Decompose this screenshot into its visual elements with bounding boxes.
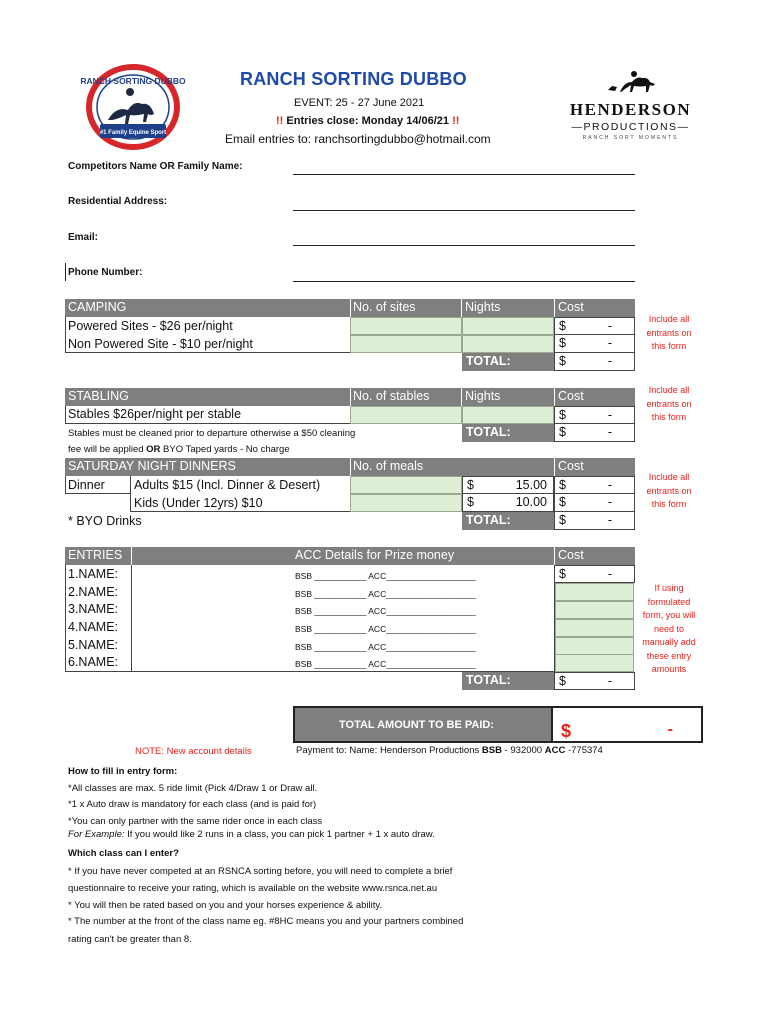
stabling-cost-total: $ - bbox=[554, 424, 635, 442]
entry-name-6: 6.NAME: bbox=[68, 655, 119, 669]
entry-cost-6[interactable] bbox=[555, 654, 634, 672]
dinners-cost-1: $ - bbox=[554, 476, 635, 494]
camping-total-label: TOTAL: bbox=[462, 353, 554, 371]
stabling-cost-1: $ - bbox=[554, 406, 635, 424]
entries-title: ENTRIES bbox=[68, 548, 123, 562]
entries-acc-header: ACC Details for Prize money bbox=[295, 548, 455, 562]
stabling-col-stables: No. of stables bbox=[353, 389, 430, 403]
entries-close-text: Entries close: Monday 14/06/21 bbox=[286, 115, 450, 127]
entry-cost-4[interactable] bbox=[555, 619, 634, 637]
entry-bsb-5[interactable]: BSB ___________ ACC___________________ bbox=[295, 642, 477, 652]
howto-line-1: *All classes are max. 5 ride limit (Pick 4/Draw 1 or Draw all. bbox=[68, 783, 318, 794]
stables-count-input[interactable] bbox=[350, 406, 462, 424]
camping-title: CAMPING bbox=[68, 300, 127, 314]
camping-row-powered: Powered Sites - $26 per/night bbox=[68, 319, 233, 333]
camping-col-cost: Cost bbox=[558, 300, 584, 314]
class-line-2: questionnaire to receive your rating, which is available on the website www.rsnca.net.au bbox=[68, 883, 438, 894]
total-paid-dollar: $ bbox=[561, 721, 572, 741]
stabling-title: STABLING bbox=[68, 389, 129, 403]
nonpowered-sites-input[interactable] bbox=[350, 335, 462, 353]
camping-col-nights: Nights bbox=[465, 300, 501, 314]
entry-cost-2[interactable] bbox=[555, 583, 634, 601]
howto-line-2: *1 x Auto draw is mandatory for each class (and is paid for) bbox=[68, 799, 317, 810]
entry-name-3: 3.NAME: bbox=[68, 602, 119, 616]
dinners-title: SATURDAY NIGHT DINNERS bbox=[68, 459, 236, 473]
camping-col-sites: No. of sites bbox=[353, 300, 416, 314]
camping-cost-1: $ - bbox=[554, 317, 635, 335]
entry-cost-3[interactable] bbox=[555, 601, 634, 619]
dinner-kids: Kids (Under 12yrs) $10 bbox=[134, 496, 263, 510]
entry-bsb-3[interactable]: BSB ___________ ACC___________________ bbox=[295, 606, 477, 616]
label-name: Competitors Name OR Family Name: bbox=[68, 161, 243, 172]
entries-col-cost: Cost bbox=[558, 548, 584, 562]
henderson-tagline: RANCH SORT MOMENTS bbox=[582, 135, 679, 141]
henderson-logo bbox=[558, 66, 703, 144]
class-line-5: rating can't be greater than 8. bbox=[68, 934, 192, 945]
class-line-4: * The number at the front of the class name eg. #8HC means you and your partners combined bbox=[68, 916, 464, 927]
byo-drinks: * BYO Drinks bbox=[68, 514, 142, 528]
camping-cost-2: $ - bbox=[554, 335, 635, 353]
nonpowered-nights-input[interactable] bbox=[462, 335, 554, 353]
new-account-note: NOTE: New account details bbox=[135, 746, 252, 757]
email-field[interactable] bbox=[293, 245, 635, 246]
stabling-col-cost: Cost bbox=[558, 389, 584, 403]
dinner-adults: Adults $15 (Incl. Dinner & Desert) bbox=[134, 478, 321, 492]
stables-nights-input[interactable] bbox=[462, 406, 554, 424]
entry-name-5: 5.NAME: bbox=[68, 638, 119, 652]
payment-details: Payment to: Name: Henderson Productions BSB - 932000 ACC -775374 bbox=[296, 745, 603, 756]
address-field[interactable] bbox=[293, 210, 635, 211]
entry-name-4: 4.NAME: bbox=[68, 620, 119, 634]
kids-meals-input[interactable] bbox=[350, 494, 462, 512]
ranch-sorting-logo bbox=[78, 62, 188, 157]
howto-line-4: For Example: If you would like 2 runs in a class, you can pick 1 partner + 1 x auto draw. bbox=[68, 829, 435, 840]
label-address: Residential Address: bbox=[68, 196, 168, 207]
adults-price: $ 15.00 bbox=[462, 476, 554, 494]
phone-field[interactable] bbox=[293, 281, 635, 282]
dinners-note: Include all entrants on this form bbox=[646, 472, 692, 509]
entry-name-1: 1.NAME: bbox=[68, 567, 119, 581]
label-email: Email: bbox=[68, 232, 99, 243]
henderson-name: HENDERSON bbox=[569, 100, 692, 119]
class-line-3: * You will then be rated based on you and your horses experience & ability. bbox=[68, 900, 383, 911]
entry-bsb-6[interactable]: BSB ___________ ACC___________________ bbox=[295, 659, 477, 669]
camping-cost-total: $ - bbox=[554, 353, 635, 371]
stabling-clean-note: Stables must be cleaned prior to departure otherwise a $50 cleaning bbox=[68, 428, 356, 439]
phone-cursor bbox=[65, 263, 66, 281]
total-paid-value bbox=[553, 706, 703, 743]
class-line-1: * If you have never competed at an RSNCA sorting before, you will need to complete a brief bbox=[68, 866, 453, 877]
stabling-fee-note: fee will be applied OR BYO Taped yards - No charge bbox=[68, 444, 290, 455]
henderson-sub: —PRODUCTIONS— bbox=[571, 121, 690, 133]
entries-total-label: TOTAL: bbox=[462, 672, 554, 690]
dinners-col-meals: No. of meals bbox=[353, 459, 424, 473]
event-dates: EVENT: 25 - 27 June 2021 bbox=[294, 97, 425, 109]
camping-note: Include all entrants on this form bbox=[646, 314, 692, 351]
camping-row-nonpowered: Non Powered Site - $10 per/night bbox=[68, 337, 253, 351]
dinners-cost-2: $ - bbox=[554, 494, 635, 512]
entries-cost-total: $ - bbox=[554, 672, 635, 690]
stabling-note: Include all entrants on this form bbox=[646, 385, 692, 422]
stabling-col-nights: Nights bbox=[465, 389, 501, 403]
entry-bsb-1[interactable]: BSB ___________ ACC___________________ bbox=[295, 571, 477, 581]
howto-title: How to fill in entry form: bbox=[68, 766, 178, 777]
entry-bsb-4[interactable]: BSB ___________ ACC___________________ bbox=[295, 624, 477, 634]
label-phone: Phone Number: bbox=[68, 267, 143, 278]
bang-left: !! bbox=[276, 115, 284, 127]
powered-sites-input[interactable] bbox=[350, 317, 462, 335]
horse-rider-icon bbox=[558, 66, 703, 96]
entries-close bbox=[276, 115, 459, 127]
bang-right: !! bbox=[452, 115, 460, 127]
dinner-label: Dinner bbox=[68, 478, 105, 492]
kids-price: $ 10.00 bbox=[462, 494, 554, 512]
entry-cost-1: $ - bbox=[554, 565, 635, 583]
class-title: Which class can I enter? bbox=[68, 848, 179, 859]
logo-ribbon-text: #1 Family Equine Sport bbox=[99, 130, 167, 136]
total-paid-dash: - bbox=[667, 721, 673, 738]
howto-line-3: *You can only partner with the same rider once in each class bbox=[68, 816, 323, 827]
email-line: Email entries to: ranchsortingdubbo@hotmail.com bbox=[225, 132, 491, 146]
total-paid-label: TOTAL AMOUNT TO BE PAID: bbox=[293, 706, 553, 743]
entry-name-2: 2.NAME: bbox=[68, 585, 119, 599]
dinners-cost-total: $ - bbox=[554, 512, 635, 530]
entry-cost-5[interactable] bbox=[555, 637, 634, 655]
adults-meals-input[interactable] bbox=[350, 476, 462, 494]
name-field[interactable] bbox=[293, 174, 635, 175]
entries-note: If using formulated form, you will need to manually add these entry amounts bbox=[642, 583, 696, 674]
logo-top-text: RANCH SORTING DUBBO bbox=[80, 76, 186, 86]
page-title: RANCH SORTING DUBBO bbox=[240, 69, 467, 89]
ranch-sorting-logo-graphic bbox=[78, 62, 188, 157]
dinners-total-label: TOTAL: bbox=[462, 512, 554, 530]
stabling-total-label: TOTAL: bbox=[462, 424, 554, 442]
entry-bsb-2[interactable]: BSB ___________ ACC___________________ bbox=[295, 589, 477, 599]
stabling-row: Stables $26per/night per stable bbox=[68, 407, 242, 421]
dinners-col-cost: Cost bbox=[558, 459, 584, 473]
powered-nights-input[interactable] bbox=[462, 317, 554, 335]
